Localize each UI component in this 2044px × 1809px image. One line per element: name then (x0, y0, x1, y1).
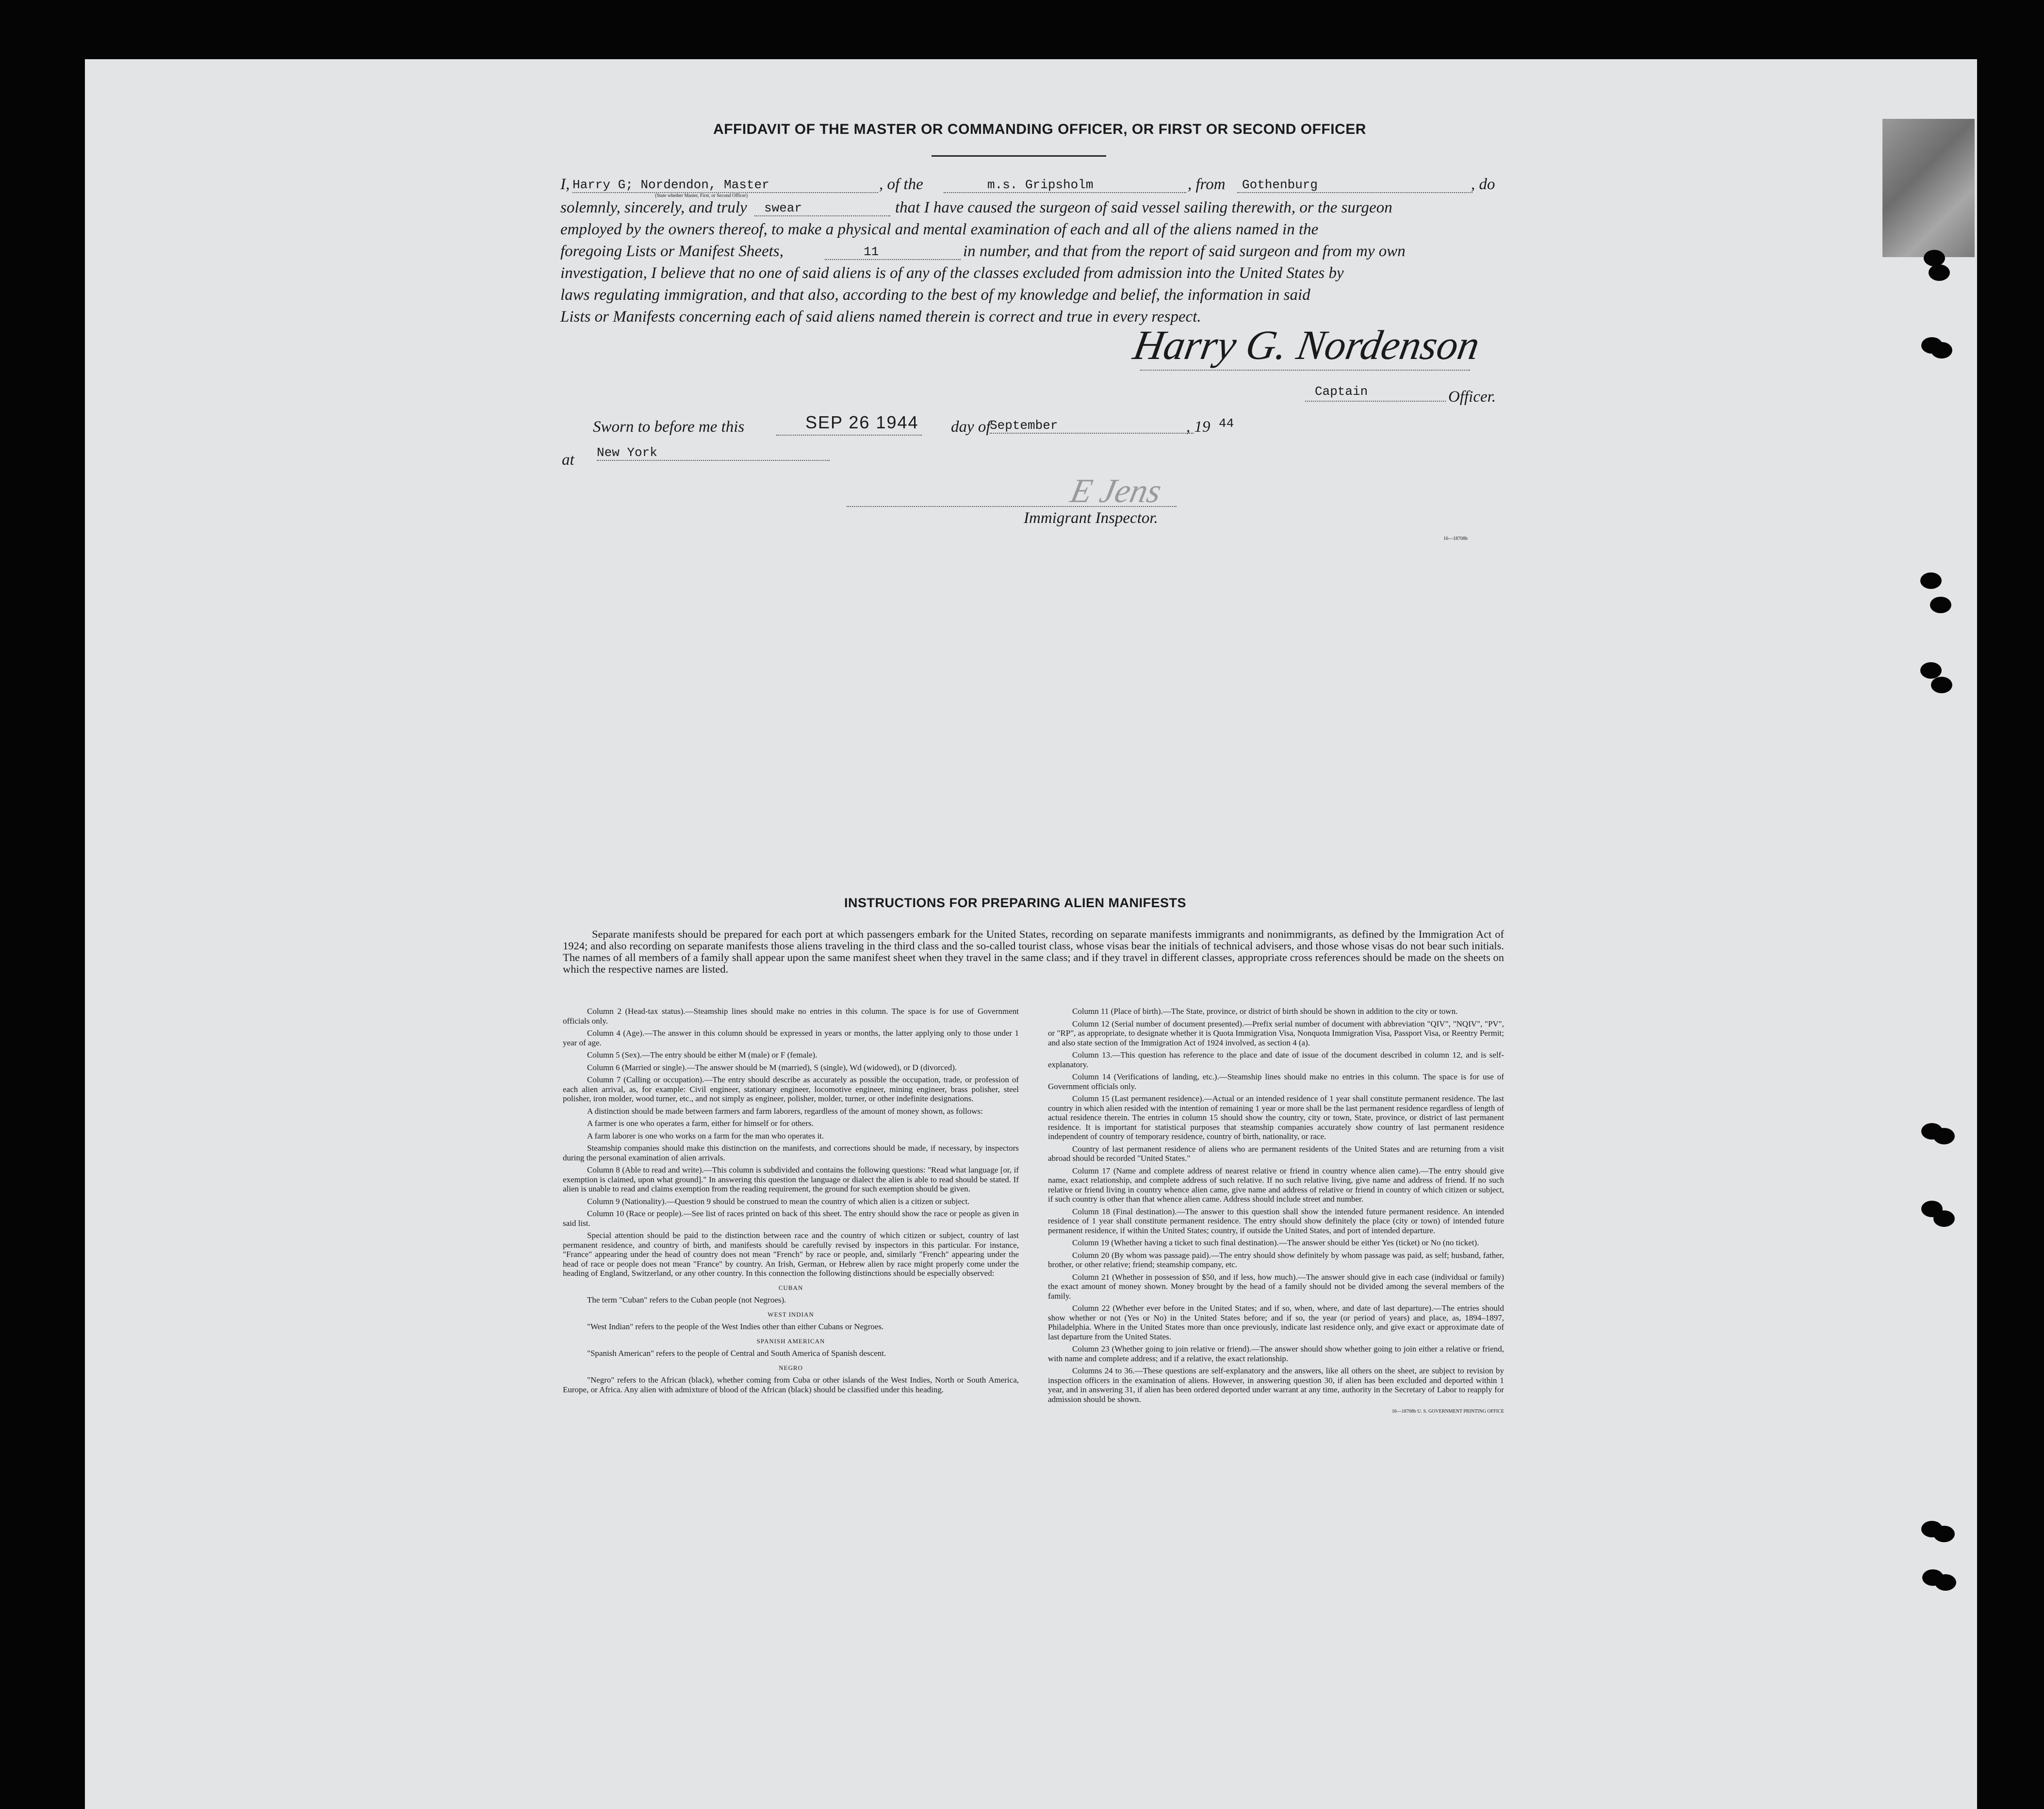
line3: employed by the owners thereof, to make a physical and mental examination of each and all of the aliens named in the (560, 221, 1319, 238)
left-paragraph: Column 2 (Head-tax status).—Steamship lines should make no entries in this column. The space is for use of Government officials only. (563, 1007, 1019, 1026)
spanish-heading: SPANISH AMERICAN (756, 1337, 825, 1345)
punch-hole (1933, 1210, 1955, 1227)
sheet-count-field: 11 (825, 244, 961, 260)
punch-hole (1935, 1574, 1956, 1591)
inspector-label: Immigrant Inspector. (1024, 509, 1158, 527)
right-paragraph: Columns 24 to 36.—These questions are self-explanatory and the answers, like all others on the sheet, are subject to revision by inspection officers in the examination of aliens. However, in answering question 30, if alien has been excluded and deported within 1 year, and in answering 31, if alien has been ordered deported under warrant at any time, authority in the Secretary of Labor to reapply for admission should be shown. (1048, 1366, 1504, 1404)
left-paragraph: Column 8 (Able to read and write).—This column is subdivided and contains the following questions: "Read what language [or, if exemption is claimed, upon what ground]." In answering this question the language or dialect the alien is able to read should be stated. If alien is unable to read and claims exemption from the reading requirement, the ground for such exemption should be given. (563, 1165, 1019, 1193)
place-field: New York (597, 445, 830, 461)
cuban-heading: CUBAN (778, 1284, 803, 1291)
instructions-right-column (1048, 1007, 1504, 1417)
west-indian-heading: WEST INDIAN (768, 1310, 814, 1318)
affidavit-i: I, (560, 176, 570, 193)
day-of-label: day of (951, 418, 991, 436)
left-paragraph: Column 5 (Sex).—The entry should be either M (male) or F (female). (587, 1050, 818, 1059)
punch-hole (1930, 597, 1951, 613)
left-paragraph: A distinction should be made between farmers and farm laborers, regardless of the amount of money shown, as follows: (587, 1106, 983, 1116)
line5: investigation, I believe that no one of said aliens is of any of the classes excluded from admission into the United States by (560, 264, 1344, 282)
right-paragraph: Column 21 (Whether in possession of $50, and if less, how much).—The answer should give in each case (individual or family) the exact amount of money shown. Money brought by the head of a family should not be divided among the several members of the family. (1048, 1272, 1504, 1301)
do-label: , do (1471, 176, 1495, 193)
form-code: 16—18708b (1443, 536, 1468, 541)
left-paragraph: Column 10 (Race or people).—See list of races printed on back of this sheet. The entry should show the race or people as given in said list. (563, 1209, 1019, 1228)
line2-end: that I have caused the surgeon of said vessel sailing therewith, or the surgeon (895, 199, 1392, 216)
inspector-signature (1067, 463, 1242, 517)
officer-label: Officer. (1448, 388, 1496, 406)
officer-note: (State whether Master, First, or Second Officer) (655, 193, 748, 198)
right-paragraph: Column 23 (Whether going to join relative or friend).—The answer should show whether going to join either a relative or friend, with name and complete address; and if a relative, the exact relationship. (1048, 1344, 1504, 1363)
left-paragraph: Column 6 (Married or single).—The answer should be M (married), S (single), Wd (widowed), or D (divorced). (587, 1062, 957, 1072)
line4-end: in number, and that from the report of said surgeon and from my own (963, 243, 1406, 260)
officer-name-field: Harry G; Nordendon, Master (572, 178, 878, 193)
signature-line (1140, 370, 1470, 371)
svg-text:E Jens: E Jens (1067, 472, 1165, 510)
title-rule (932, 155, 1106, 157)
line4-start: foregoing Lists or Manifest Sheets, (560, 243, 784, 260)
punch-hole (1933, 1128, 1955, 1144)
negro-heading: NEGRO (779, 1364, 803, 1371)
left-paragraph: A farmer is one who operates a farm, either for himself or for others. (587, 1119, 814, 1128)
rank-field: Captain (1315, 384, 1368, 399)
right-paragraph: Column 11 (Place of birth).—The State, province, or district of birth should be shown in addition to the city or town. (1072, 1007, 1458, 1016)
negro-text: "Negro" refers to the African (black), whether coming from Cuba or other islands of the West Indies, North or South America, Europe, or Africa. Any alien with admixture of blood of the African (black) should be classified under this heading. (563, 1375, 1019, 1394)
inspector-line (847, 506, 1177, 507)
oath-field: swear (754, 201, 890, 216)
instructions-left-column (563, 1007, 1019, 1397)
west-indian-text: "West Indian" refers to the people of the West Indies other than either Cubans or Negroes. (587, 1322, 884, 1331)
month-field: September (990, 418, 1194, 434)
right-paragraph: Column 20 (By whom was passage paid).—The entry should show definitely by whom passage was paid, as self; husband, father, brother, or other relative; friend; steamship company, etc. (1048, 1250, 1504, 1269)
left-paragraph: Column 9 (Nationality).—Question 9 should be construed to mean the country of which alien is a citizen or subject. (587, 1196, 970, 1206)
at-label: at (562, 451, 574, 469)
year-suffix: 44 (1219, 416, 1234, 431)
punch-hole (1929, 264, 1950, 281)
right-paragraph: Country of last permanent residence of aliens who are permanent residents of the United States and are returning from a visit abroad should be recorded "United States." (1048, 1144, 1504, 1163)
line2-start: solemnly, sincerely, and truly (560, 199, 747, 216)
date-stamp: SEP 26 1944 (805, 412, 919, 432)
left-paragraph: Special attention should be paid to the distinction between race and the country of which citizen or subject, country of last permanent residence, and country of birth, and manifests should be carefully revised by inspectors in this particular. For instance, "France" appearing under the head of country does not mean "French" by race or people, and, similarly "French" appearing under the head of race or people does not mean "France" by country. An Irish, German, or Hebrew alien by race might properly come under the heading of England, Switzerland, or any other country. In this connection the following distinctions should be especially observed: (563, 1231, 1019, 1278)
left-paragraph: Steamship companies should make this distinction on the manifests, and corrections should be made, if necessary, by inspectors during the personal examination of alien arrivals. (563, 1143, 1019, 1162)
from-label: , from (1188, 176, 1226, 193)
port-field: Gothenburg (1237, 178, 1472, 193)
right-paragraph: Column 15 (Last permanent residence).—Actual or an intended residence of 1 year shall constitute permanent residence. The last country in which alien resided with the intention of remaining 1 year or more shall be the last permanent residence regardless of length of actual residence therein. The entries in column 15 should show the country, city or town, State, province, or district of last permanent residence. It is important for statistical purposes that steamship companies accurately show country of last permanent residence independent of country of temporary residence, country of birth, nationality, or race. (1048, 1094, 1504, 1141)
cuban-text: The term "Cuban" refers to the Cuban people (not Negroes). (587, 1295, 786, 1304)
punch-hole (1931, 677, 1952, 693)
sworn-label: Sworn to before me this (593, 418, 745, 436)
punch-hole (1920, 572, 1942, 589)
right-paragraph: Column 19 (Whether having a ticket to such final destination).—The answer should be either Yes (ticket) or No (no ticket). (1072, 1238, 1479, 1247)
tape-fragment (1882, 119, 1975, 257)
right-paragraph: Column 17 (Name and complete address of nearest relative or friend in country whence alien came).—The entry should give name, exact relationship, and complete address of such relative. If no such relative living, give name and address of friend. If no such relative or friend living in country whence alien came, give name and address of relative or friend in country of which citizen or subject, if such country is other than that whence alien came. Address should include street and number. (1048, 1166, 1504, 1204)
line6: laws regulating immigration, and that also, according to the best of my knowledge and belief, the information in said (560, 286, 1310, 304)
svg-text:Harry G. Nordenson: Harry G. Nordenson (1130, 322, 1483, 368)
of-the-label: , of the (879, 176, 923, 193)
instructions-intro: Separate manifests should be prepared for each port at which passengers embark for the United States, recording on separate manifests immigrants and nonimmigrants, as defined by the Immigration Act of 1924; and also recording on separate manifests those aliens traveling in the third class and the so-called tourist class, whose visas bear the initials of technical advisers, and those whose visas do not bear such initials. The names of all members of a family shall appear upon the same manifest sheet when they travel in the same class; and if they travel in different classes, appropriate cross references should be made on the sheets on which the respective names are listed. (563, 928, 1504, 975)
vessel-field: m.s. Gripsholm (944, 178, 1186, 193)
left-paragraph: A farm laborer is one who works on a farm for the man who operates it. (587, 1131, 824, 1141)
right-paragraph: Column 13.—This question has reference to the place and date of issue of the document described in column 12, and is self-explanatory. (1048, 1050, 1504, 1069)
rank-line (1305, 401, 1446, 402)
affidavit-title: AFFIDAVIT OF THE MASTER OR COMMANDING OFFICER, OR FIRST OR SECOND OFFICER (713, 121, 1366, 137)
printing-office-footer: 16—18708b U. S. GOVERNMENT PRINTING OFFICE (1391, 1409, 1504, 1414)
date-line (776, 435, 922, 436)
year-prefix: , 19 (1186, 418, 1210, 436)
punch-hole (1924, 250, 1945, 266)
left-paragraph: Column 4 (Age).—The answer in this column should be expressed in years or months, the latter applying only to those under 1 year of age. (563, 1028, 1019, 1047)
right-paragraph: Column 14 (Verifications of landing, etc.).—Steamship lines should make no entries in this column. The space is for use of Government officials only. (1048, 1072, 1504, 1091)
right-paragraph: Column 12 (Serial number of document presented).—Prefix serial number of document with abbreviation "QIV", "NQIV", "PV", or "RP", as appropriate, to designate whether it is Quota Immigration Visa, Nonquota Immigration Visa, Passport Visa, or Reentry Permit; and also state section of the Immigration Act of 1924 involved, as section 4 (a). (1048, 1019, 1504, 1047)
line7: Lists or Manifests concerning each of said aliens named therein is correct and true in every respect. (560, 308, 1201, 326)
punch-hole (1931, 342, 1952, 359)
instructions-title: INSTRUCTIONS FOR PREPARING ALIEN MANIFESTS (844, 896, 1187, 910)
punch-hole (1920, 662, 1942, 679)
spanish-text: "Spanish American" refers to the people of Central and South America of Spanish descent. (587, 1349, 886, 1358)
left-paragraph: Column 7 (Calling or occupation).—The entry should describe as accurately as possible the occupation, trade, or profession of each alien arrival, as, for example: Civil engineer, stationary engineer, locomotive engineer, mining engineer, brass polisher, steel polisher, iron molder, wood turner, etc., and not simply as engineer, polisher, molder, turner, or other indefinite designations. (563, 1075, 1019, 1103)
officer-signature (1130, 310, 1483, 374)
right-paragraph: Column 22 (Whether ever before in the United States; and if so, when, where, and date of last departure).—The entries should show whether or not (Yes or No) in the United States before; and if so, the year (or period of years) and place, as, 1894–1897, Philadelphia. Where in the United States more than once previously, indicate last residence only, and give exact or approximate date of last departure from the United States. (1048, 1304, 1504, 1341)
punch-hole (1933, 1526, 1955, 1542)
right-paragraph: Column 18 (Final destination).—The answer to this question shall show the intended future permanent residence. An intended residence of 1 year shall constitute permanent residence. The entry should show definitely the place (city or town) of intended future permanent residence, if within the United States; country, if outside the United States, and port of intended departure. (1048, 1206, 1504, 1235)
